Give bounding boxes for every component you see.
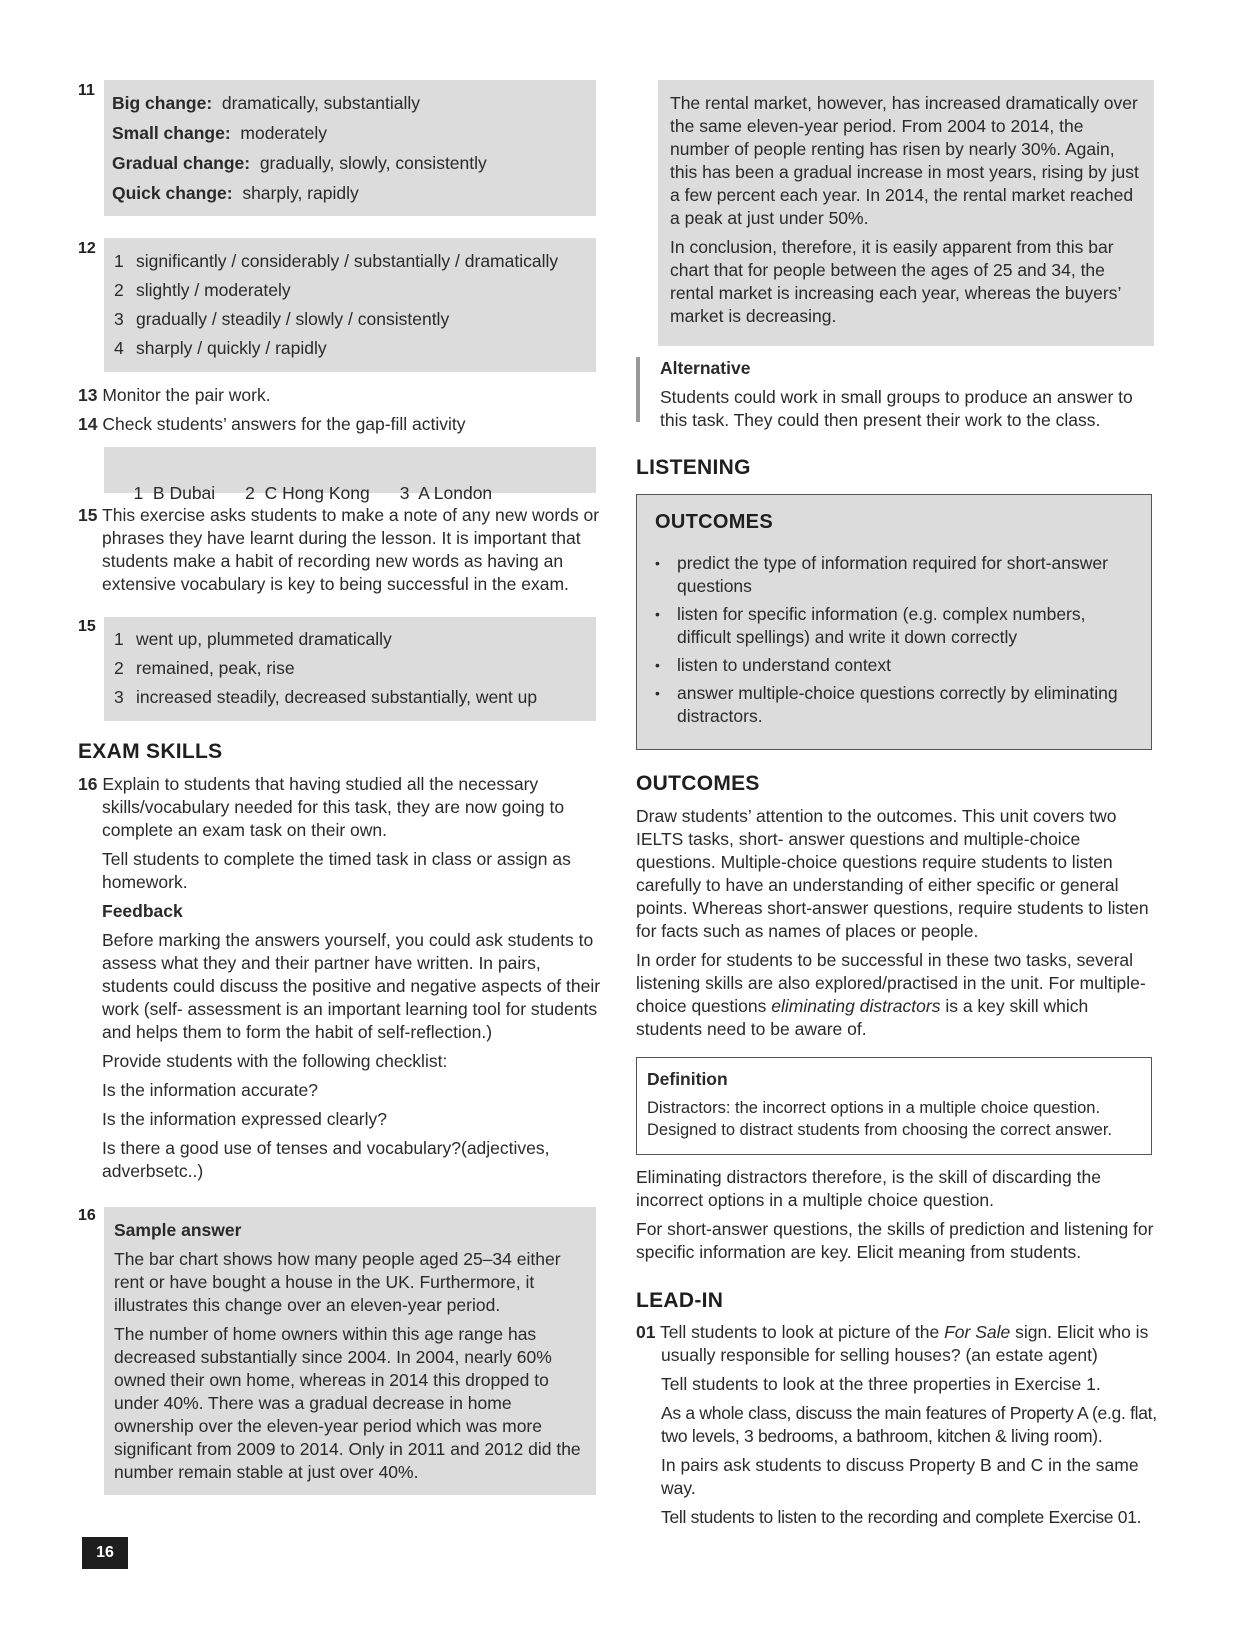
- answer-box-15: [104, 617, 596, 721]
- definition-box: [636, 1057, 1152, 1155]
- outcomes-box: [636, 494, 1152, 750]
- change-item: Quick change: sharply, rapidly: [112, 183, 359, 203]
- item-number-11: 11: [78, 82, 95, 99]
- answer-dubai: 1 B Dubai: [133, 483, 216, 503]
- feedback-text: Before marking the answers yourself, you could ask students to assess what they and their partner have written. In pairs, students could discuss the positive and negative aspects of their work (self- assessment is an important learning tool for students and helps them to form the habit of self-reflection.): [102, 930, 601, 1042]
- checklist-item: Is the information expressed clearly?: [102, 1109, 387, 1129]
- outcome-item: • answer multiple-choice questions correctly by eliminating distractors.: [655, 682, 1137, 728]
- alternative-text: Students could work in small groups to produce an answer to this task. They could then present their work to the class.: [660, 387, 1133, 430]
- list-item: 2 slightly / moderately: [114, 280, 291, 300]
- lead-in-step: As a whole class, discuss the main features of Property A (e.g. flat, two levels, 3 bedrooms, a bathroom, kitchen & living room).: [661, 1403, 1157, 1446]
- instruction-15: 15 This exercise asks students to make a note of any new words or phrases they have learnt during the lesson. It is important that students make a habit of recording new words as having an extensive vocabulary is key to being successful in the exam.: [78, 505, 600, 594]
- lead-in-step: Tell students to listen to the recording and complete Exercise 01.: [661, 1507, 1142, 1527]
- alternative-bar: [636, 357, 640, 422]
- instruction-13: 13 Monitor the pair work.: [78, 385, 271, 405]
- conclusion-paragraph: In conclusion, therefore, it is easily apparent from this bar chart that for people between the ages of 25 and 34, the rental market is increasing each year, whereas the buyers’ market is decreasing.: [670, 237, 1121, 326]
- list-item: 1 significantly / considerably / substantially / dramatically: [114, 251, 559, 271]
- sample-answer-paragraph: The bar chart shows how many people aged 25–34 either rent or have bought a house in the UK. Furthermore, it illustrates this change over an eleven-year period.: [114, 1249, 561, 1315]
- alternative-section: [660, 357, 1154, 432]
- change-item: Big change: dramatically, substantially: [112, 93, 420, 113]
- checklist-item: Is the information accurate?: [102, 1080, 318, 1100]
- sample-answer-title: Sample answer: [114, 1220, 242, 1240]
- outcomes-paragraph: Draw students’ attention to the outcomes. This unit covers two IELTS tasks, short- answer questions and multiple-choice questions. Multiple-choice questions require students to listen carefully to have an understanding of either specific or general points. Whereas short-answer questions, require students to listen for facts such as names of places or people.: [636, 806, 1149, 941]
- listening-heading: LISTENING: [636, 456, 751, 479]
- outcome-item: • listen for specific information (e.g. complex numbers, difficult spellings) and write it down correctly: [655, 603, 1137, 649]
- rental-paragraph: The rental market, however, has increased dramatically over the same eleven-year period. From 2004 to 2014, the number of people renting has risen by nearly 30%. Again, this has been a gradual increase in most years, rising by just a few percent each year. In 2014, the rental market reached a peak at just under 50%.: [670, 93, 1139, 228]
- exam-skills-section: [78, 773, 604, 1183]
- answer-box-11: [104, 80, 596, 216]
- distractors-paragraph: Eliminating distractors therefore, is the skill of discarding the incorrect options in a multiple choice question.: [636, 1167, 1101, 1210]
- list-item: 3 gradually / steadily / slowly / consistently: [114, 309, 450, 329]
- exam-skills-heading: EXAM SKILLS: [78, 740, 223, 763]
- list-item: 4 sharply / quickly / rapidly: [114, 338, 327, 358]
- feedback-title: Feedback: [102, 901, 183, 921]
- sample-answer-box: [104, 1207, 596, 1495]
- change-item: Small change: moderately: [112, 123, 327, 143]
- lead-in-section: [636, 1321, 1158, 1529]
- lead-in-step: Tell students to look at the three properties in Exercise 1.: [661, 1374, 1101, 1394]
- sample-answer-paragraph: The number of home owners within this age range has decreased substantially since 2004. In 2004, nearly 60% owned their own home, whereas in 2014 this dropped to under 40%. There was a gradual decrease in home ownership over the eleven-year period which was more significant from 2009 to 2014. Only in 2011 and 2012 did the number remain stable at just over 40%.: [114, 1324, 581, 1482]
- short-answer-paragraph: For short-answer questions, the skills of prediction and listening for specific information are key. Elicit meaning from students.: [636, 1219, 1154, 1262]
- distractors-section: [636, 1166, 1154, 1264]
- outcomes-heading: OUTCOMES: [636, 772, 760, 795]
- definition-title: Definition: [647, 1069, 728, 1089]
- lead-in-instruction: 01 Tell students to look at picture of the For Sale sign. Elicit who is usually responsible for selling houses? (an estate agent): [636, 1322, 1149, 1365]
- outcomes-section: [636, 805, 1154, 1041]
- definition-text: Distractors: the incorrect options in a multiple choice question. Designed to distract students from choosing the correct answer.: [647, 1099, 1112, 1139]
- list-item: 3 increased steadily, decreased substantially, went up: [114, 687, 538, 707]
- lead-in-heading: LEAD-IN: [636, 1289, 724, 1312]
- answer-hong-kong: 2 C Hong Kong: [245, 483, 370, 503]
- outcome-item: • predict the type of information required for short-answer questions: [655, 552, 1137, 598]
- alternative-title: Alternative: [660, 358, 751, 378]
- outcomes-box-title: OUTCOMES: [655, 511, 773, 533]
- rental-answer-box: [658, 80, 1154, 346]
- list-item: 1 went up, plummeted dramatically: [114, 629, 392, 649]
- answer-london: 3 A London: [399, 483, 493, 503]
- outcome-item: • listen to understand context: [655, 654, 1137, 677]
- instruction-14: 14 Check students’ answers for the gap-fill activity: [78, 414, 466, 434]
- item-number-15: 15: [78, 618, 96, 635]
- item-number-16: 16: [78, 1207, 96, 1224]
- page-number: 16: [82, 1537, 128, 1569]
- lead-in-step: In pairs ask students to discuss Property B and C in the same way.: [661, 1455, 1139, 1498]
- answer-box-14: [104, 447, 596, 503]
- outcomes-paragraph-2: In order for students to be successful in these two tasks, several listening skills are also explored/practised in the unit. For multiple-choice questions eliminating distractors is a key skill which students need to be aware of.: [636, 950, 1146, 1039]
- change-item: Gradual change: gradually, slowly, consistently: [112, 153, 487, 173]
- item-number-12: 12: [78, 240, 96, 257]
- exam-skills-intro: 16 Explain to students that having studied all the necessary skills/vocabulary needed for this task, they are now going to complete an exam task on their own.: [78, 774, 565, 840]
- answer-box-12: [104, 238, 596, 372]
- checklist-item: Is there a good use of tenses and vocabulary?(adjectives, adverbsetc..): [102, 1138, 550, 1181]
- checklist-intro: Provide students with the following checklist:: [102, 1051, 448, 1071]
- exam-skills-task: Tell students to complete the timed task in class or assign as homework.: [102, 849, 571, 892]
- list-item: 2 remained, peak, rise: [114, 658, 295, 678]
